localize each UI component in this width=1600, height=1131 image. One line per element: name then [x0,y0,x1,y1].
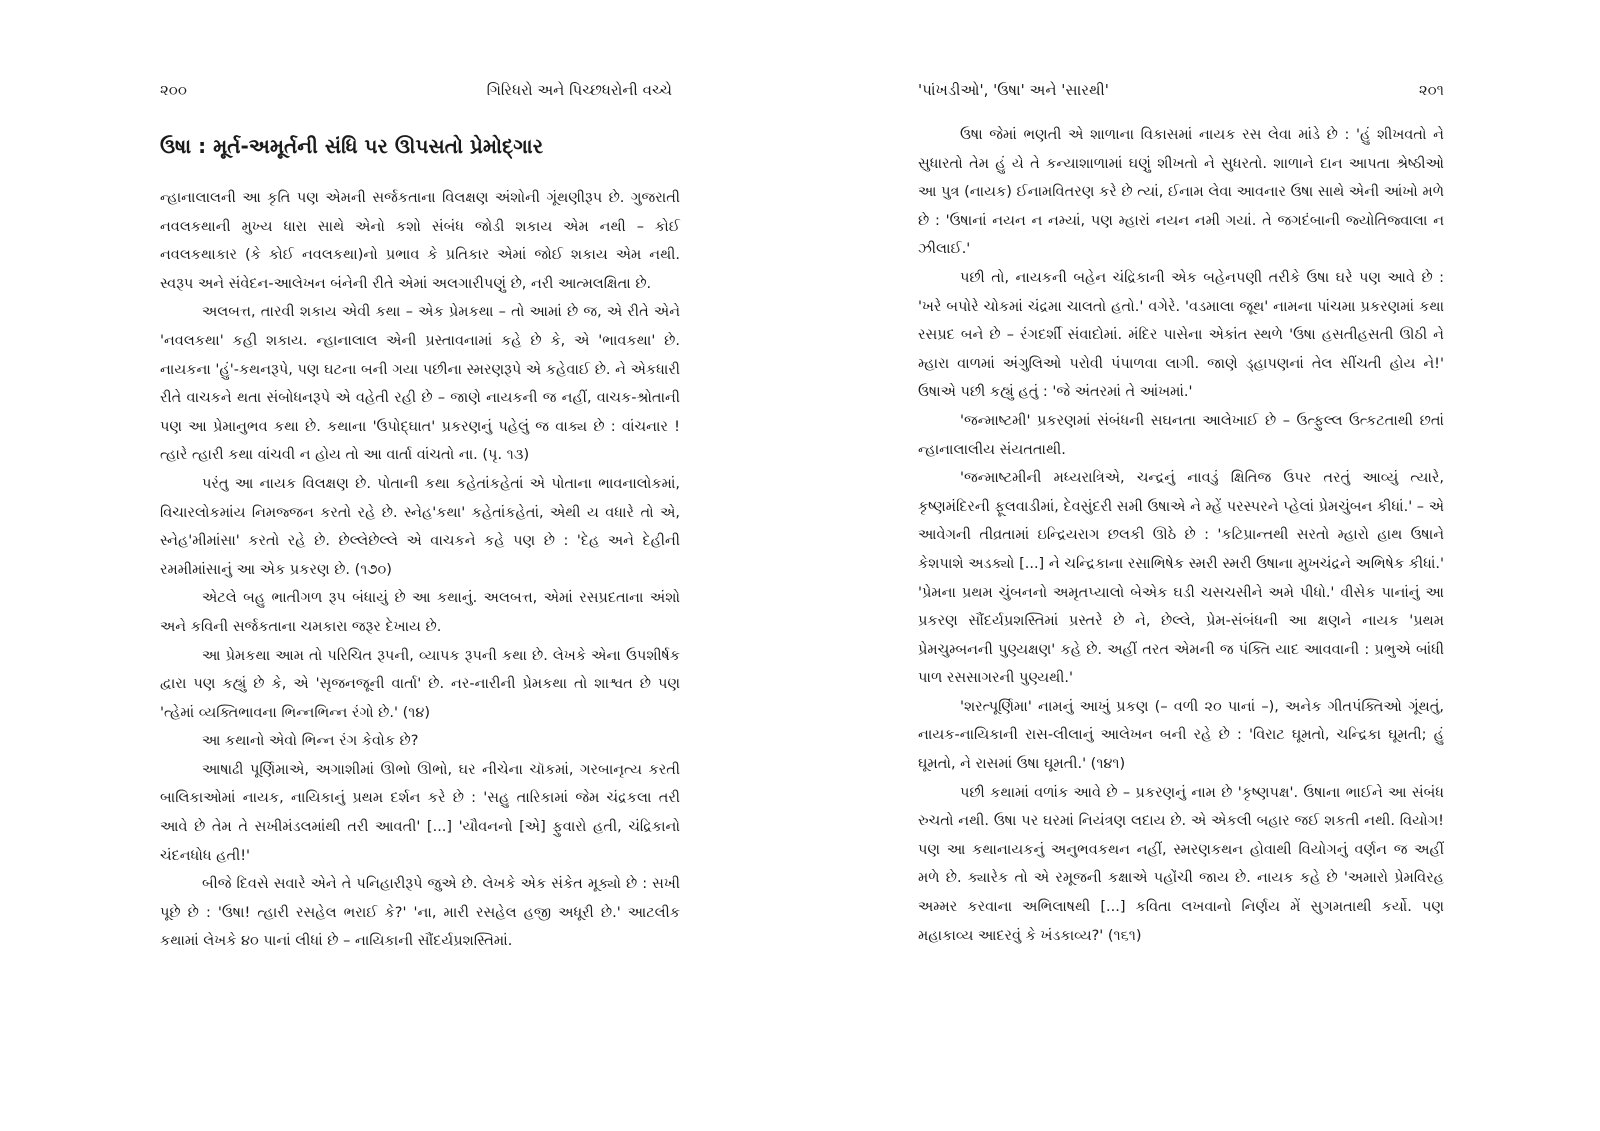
section-title: ઉષા : મૂર્ત-અમૂર્તની સંધિ પર ઊપસતો પ્રેમોદ્ગાર [160,134,544,158]
paragraph: પરંતુ આ નાયક વિલક્ષણ છે. પોતાની કથા કહેતાંકહેતાં એ પોતાના ભાવનાલોકમાં, વિચારલોકમાંય નિમજ્જન કરતો રહે છે. સ્નેહ'કથા' કહેતાંકહેતાં, એથી ય વધારે તો એ, સ્નેહ'મીમાંસા' કરતો રહે છે. છેલ્લેછેલ્લે એ વાચકને કહે પણ છે : 'દેહ અને દેહીની રમમીમાંસાનું આ એક પ્રકરણ છે. (૧૭૦) [160,475,680,578]
left-page-number: ૨૦૦ [160,81,187,99]
paragraph: બીજે દિવસે સવારે એને તે પનિહારીરૂપે જુએ છે. લેખકે એક સંકેત મૂક્યો છે : સખી પૂછે છે : 'ઉષા! ત્હારી રસહેલ ભરાઈ કે?' 'ના, મારી રસહેલ હજી અધૂરી છે.' આટલીક કથામાં લેખકે ૪૦ પાનાં લીધાં છે – નાયિકાની સૌંદર્યપ્રશસ્તિમાં. [160,876,680,950]
paragraph: આ કથાનો એવો ભિન્ન રંગ કેવોક છે? [202,733,419,750]
paragraph: 'શરત્પૂર્ણિમા' નામનું આખું પ્રકણ (– વળી ૨૦ પાનાં –), અનેક ગીતપંક્તિઓ ગૂંથતું, નાયક-નાયિકાની રાસ-લીલાનું આલેખન બની રહે છે : 'વિરાટ ઘૂમતો, ચન્દ્રિકા ઘૂમતી; હું ઘૂમતો, ને રાસમાં ઉષા ઘૂમતી.' (૧૪૧) [918,698,1444,773]
right-running-head [918,78,1444,102]
paragraph: ઉષા જેમાં ભણતી એ શાળાના વિકાસમાં નાયક રસ લેવા માંડે છે : 'હું શીખવતો ને સુધારતો તેમ હું યે તે કન્યાશાળામાં ઘણું શીખતો ને સુધરતો. શાળાને દાન આપતા શ્રેષ્ઠીઓ આ પુત્ર (નાયક) ઈનામવિતરણ કરે છે ત્યાં, ઈનામ લેવા આવનાર ઉષા સાથે એની આંખો મળે છે : 'ઉષાનાં નયન ન નમ્યાં, પણ મ્હારાં નયન નમી ગયાં. તે જગદંબાની જ્યોતિજ્વાલા ન ઝીલાઈ.' [918,127,1444,258]
right-page-number: ૨૦૧ [1418,81,1444,99]
paragraph: 'જન્માષ્ટમી' પ્રકરણમાં સંબંધની સઘનતા આલેખાઈ છે – ઉત્ફુલ્લ ઉત્કટતાથી છતાં ન્હાનાલાલીય સંયતતાથી. [918,412,1444,458]
right-running-title: 'પાંખડીઓ', 'ઉષા' અને 'સારથી' [918,81,1109,99]
left-running-title: ગિરિધરો અને પિચ્છધરોની વચ્ચે [486,81,672,99]
right-body-text [918,121,1444,950]
left-body-text [160,184,680,956]
paragraph: 'જન્માષ્ટમીની મધ્યરાત્રિએ, ચન્દ્રનું નાવડું ક્ષિતિજ ઉપર તરતું આવ્યું ત્યારે, કૃષ્ણમંદિરની ફૂલવાડીમાં, દેવસુંદરી સમી ઉષાએ ને મ્હેં પરસ્પરને પ્હેલાં પ્રેમચુંબન કીધાં.' – એ આવેગની તીવ્રતામાં ઇન્દ્રિયરાગ છલકી ઊઠે છે : 'કટિપ્રાન્તથી સરતો મ્હારો હાથ ઉષાને કેશપાશે અડક્યો [...] ને ચન્દ્રિકાના રસાભિષેક સ્મરી સ્મરી ઉષાના મુખચંદ્રને અભિષેક કીધાં.' 'પ્રેમના પ્રથમ ચુંબનનો અમૃતપ્યાલો બેએક ઘડી ચસચસીને અમે પીધો.' વીસેક પાનાંનું આ પ્રકરણ સૌંદર્યપ્રશસ્તિમાં પ્રસ્તરે છે ને, છેલ્લે, પ્રેમ-સંબંધની આ ક્ષણને નાયક 'પ્રથમ પ્રેમચુમ્બનની પુણ્યક્ષણ' કહે છે. અહીં તરત એમની જ પંક્તિ યાદ આવવાની : પ્રભુએ બાંધી પાળ રસસાગરની પુણ્યથી.' [918,470,1444,687]
paragraph: અલબત્ત, તારવી શકાય એવી કથા – એક પ્રેમકથા – તો આમાં છે જ, એ રીતે એને 'નવલકથા' કહી શકાય. ન્હાનાલાલ એની પ્રસ્તાવનામાં કહે છે કે, એ 'ભાવકથા' છે. નાયકના 'હું'-કથનરૂપે, પણ ઘટના બની ગયા પછીના સ્મરણરૂપે એ કહેવાઈ છે. ને એકધારી રીતે વાચકને થતા સંબોધનરૂપે એ વહેતી રહી છે – જાણે નાયકની જ નહીં, વાચક-શ્રોતાની પણ આ પ્રેમાનુભવ કથા છે. કથાના 'ઉપોદ્ઘાત' પ્રકરણનું પહેલું જ વાક્ય છે : વાંચનાર ! ત્હારે ત્હારી કથા વાંચવી ન હોય તો આ વાર્તા વાંચતો ના. (પૃ. ૧૩) [160,304,680,464]
right-page [918,0,1444,1131]
left-running-head [160,78,680,102]
paragraph: પછી તો, નાયકની બહેન ચંદ્રિકાની એક બહેનપણી તરીકે ઉષા ઘરે પણ આવે છે : 'ખરે બપોરે ચોકમાં ચંદ્રમા ચાલતો હતો.' વગેરે. 'વડમાલા જૂથ' નામના પાંચમા પ્રકરણમાં કથા રસપ્રદ બને છે – રંગદર્શી સંવાદોમાં. મંદિર પાસેના એકાંત સ્થળે 'ઉષા હસતીહસતી ઊઠી ને મ્હારા વાળમાં અંગુલિઓ પરોવી પંપાળવા લાગી. જાણે ડ્હાપણનાં તેલ સીંચતી હોય ને!' ઉષાએ પછી કહ્યું હતું : 'જે અંતરમાં તે આંખમાં.' [918,269,1444,401]
paragraph: આષાઢી પૂર્ણિમાએ, અગાશીમાં ઊભો ઊભો, ઘર નીચેના ચૉકમાં, ગરબાનૃત્ય કરતી બાલિકાઓમાં નાયક, નાયિકાનું પ્રથમ દર્શન કરે છે : 'સહુ તારિકામાં જેમ ચંદ્રકલા તરી આવે છે તેમ તે સખીમંડલમાંથી તરી આવતી' [...] 'યૌવનનો [એ] ફુવારો હતી, ચંદ્રિકાનો ચંદનધોધ હતી!' [160,761,680,864]
paragraph: પછી કથામાં વળાંક આવે છે – પ્રકરણનું નામ છે 'કૃષ્ણપક્ષ'. ઉષાના ભાઈને આ સંબંધ રુચતો નથી. ઉષા પર ઘરમાં નિયંત્રણ લદાય છે. એ એકલી બહાર જઈ શકતી નથી. વિયોગ! પણ આ કથાનાયકનું અનુભવકથન નહીં, સ્મરણકથન હોવાથી વિયોગનું વર્ણન જ અહીં મળે છે. ક્યારેક તો એ રમૂજની કક્ષાએ પહોંચી જાય છે. નાયક કહે છે 'અમારો પ્રેમવિરહ અમ્મર કરવાના અભિલાષથી [...] કવિતા લખવાનો નિર્ણય મેં સુગમતાથી કર્યો. પણ મહાકાવ્ય આદરવું કે ખંડકાવ્ય?' (૧૬૧) [918,784,1444,944]
paragraph: એટલે બહુ ભાતીગળ રૂપ બંધાયું છે આ કથાનું. અલબત્ત, એમાં રસપ્રદતાના અંશો અને કવિની સર્જકતાના ચમકારા જરૂર દેખાય છે. [160,590,680,635]
paragraph: ન્હાનાલાલની આ કૃતિ પણ એમની સર્જકતાના વિલક્ષણ અંશોની ગૂંથણીરૂપ છે. ગુજરાતી નવલકથાની મુખ્ય ધારા સાથે એનો કશો સંબંધ જોડી શકાય એમ નથી – કોઈ નવલકથાકાર (કે કોઈ નવલકથા)નો પ્રભાવ કે પ્રતિકાર એમાં જોઈ શકાય એમ નથી. સ્વરૂપ અને સંવેદન-આલેખન બંનેની રીતે એમાં અલગારીપણું છે, નરી આત્મલક્ષિતા છે. [160,190,680,292]
paragraph: આ પ્રેમકથા આમ તો પરિચિત રૂપની, વ્યાપક રૂપની કથા છે. લેખકે એના ઉપશીર્ષક દ્વારા પણ કહ્યું છે કે, એ 'સૃજનજૂની વાર્તા' છે. નર-નારીની પ્રેમકથા તો શાશ્વત છે પણ 'ત્હેમાં વ્યક્તિભાવના ભિન્નભિન્ન રંગો છે.' (૧૪) [160,647,680,721]
left-page [160,0,680,1131]
